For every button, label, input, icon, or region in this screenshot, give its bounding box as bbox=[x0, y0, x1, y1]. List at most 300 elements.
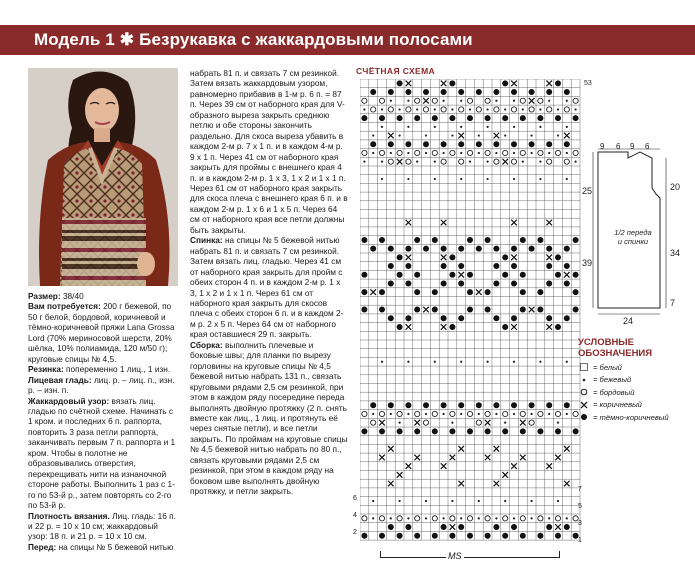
chart-cell-symbol bbox=[432, 516, 437, 521]
chart-cell-symbol bbox=[425, 517, 427, 519]
chart-cell-symbol bbox=[555, 254, 561, 260]
chart-cell-symbol bbox=[504, 134, 506, 136]
chart-cell-symbol bbox=[467, 533, 473, 539]
chart-cell-symbol bbox=[397, 150, 402, 155]
chart-cell-symbol bbox=[372, 500, 374, 502]
chart-cell-symbol bbox=[370, 402, 376, 408]
chart-cell-symbol bbox=[372, 517, 374, 519]
row-number-right: 5 bbox=[578, 503, 582, 510]
chart-cell-symbol bbox=[458, 315, 464, 321]
chart-cell-symbol bbox=[362, 516, 367, 521]
chart-cell-symbol bbox=[485, 516, 490, 521]
chart-cell-symbol bbox=[557, 500, 559, 502]
chart-cell-symbol bbox=[443, 413, 445, 415]
chart-cell-symbol bbox=[485, 533, 491, 539]
chart-cell-symbol bbox=[502, 80, 508, 86]
chart-cell-symbol bbox=[495, 413, 497, 415]
page-title bbox=[34, 27, 473, 53]
chart-cell-symbol bbox=[557, 422, 559, 424]
legend-label: = бордовый bbox=[593, 387, 635, 397]
chart-cell-symbol bbox=[379, 516, 384, 521]
chart-cell-symbol bbox=[564, 141, 570, 147]
chart-cell-symbol bbox=[361, 115, 367, 121]
instruction-text: лиц. р. – лиц. п., изн. р. – изн. п. bbox=[28, 374, 175, 396]
chart-cell-symbol bbox=[432, 289, 438, 295]
chart-cell-symbol bbox=[451, 422, 453, 424]
chart-cell-symbol bbox=[529, 89, 535, 95]
chart-cell-symbol bbox=[399, 108, 401, 110]
chart-cell-symbol bbox=[388, 159, 393, 164]
instruction-paragraph bbox=[28, 301, 178, 364]
chart-cell-symbol bbox=[425, 134, 427, 136]
chart-cell-symbol bbox=[511, 81, 517, 87]
chart-cell-symbol bbox=[414, 237, 420, 243]
chart-cell-symbol bbox=[511, 402, 517, 408]
chart-cell-symbol bbox=[494, 446, 500, 452]
chart-cell-symbol bbox=[538, 98, 543, 103]
chart-cell-symbol bbox=[513, 100, 515, 102]
chart-cell-symbol bbox=[478, 413, 480, 415]
chart-cell-symbol bbox=[441, 107, 446, 112]
chart-cell-symbol bbox=[537, 115, 543, 121]
chart-cell-symbol bbox=[504, 108, 506, 110]
legend bbox=[578, 361, 688, 424]
chart-cell-symbol bbox=[467, 150, 472, 155]
chart-cell-symbol bbox=[467, 516, 472, 521]
chart-cell-symbol bbox=[493, 280, 499, 286]
chart-cell-symbol bbox=[546, 315, 552, 321]
chart-cell-symbol bbox=[363, 161, 365, 163]
chart-cell-symbol bbox=[379, 420, 385, 426]
chart-cell-symbol bbox=[381, 161, 383, 163]
chart-cell-symbol bbox=[434, 108, 436, 110]
chart-cell-symbol bbox=[555, 524, 561, 530]
chart-cell-symbol bbox=[573, 150, 578, 155]
chart-cell-symbol bbox=[476, 141, 482, 147]
chart-cell-symbol bbox=[361, 272, 367, 278]
chart-cell-symbol bbox=[546, 220, 552, 226]
chart-cell-symbol bbox=[546, 324, 552, 330]
chart-cell-symbol bbox=[390, 517, 392, 519]
chart-cell-symbol bbox=[520, 272, 526, 278]
chart-cell-symbol bbox=[573, 428, 579, 434]
chart-cell-symbol bbox=[370, 141, 376, 147]
chart-cell-symbol bbox=[502, 472, 508, 478]
chart-cell-symbol bbox=[564, 402, 570, 408]
instruction-paragraph bbox=[28, 511, 178, 542]
chart-cell-symbol bbox=[441, 246, 447, 252]
chart-cell-symbol bbox=[520, 411, 525, 416]
chart-cell-symbol bbox=[564, 524, 570, 530]
chart-cell-symbol bbox=[566, 178, 568, 180]
chart-cell-symbol bbox=[546, 263, 552, 269]
chart-cell-symbol bbox=[555, 150, 560, 155]
ms-label: MS bbox=[448, 551, 462, 561]
chart-cell-symbol bbox=[520, 150, 525, 155]
chart-cell-symbol bbox=[458, 141, 464, 147]
chart-cell-symbol bbox=[555, 516, 560, 521]
chart-cell-symbol bbox=[397, 472, 403, 478]
chart-cell-symbol bbox=[388, 89, 394, 95]
chart-cell-symbol bbox=[495, 517, 497, 519]
chart-cell-symbol bbox=[575, 161, 577, 163]
chart-cell-symbol bbox=[511, 89, 517, 95]
chart-cell-symbol bbox=[406, 220, 412, 226]
chart-cell-symbol bbox=[449, 115, 455, 121]
chart-cell-symbol bbox=[546, 402, 552, 408]
chart-cell-symbol bbox=[566, 361, 568, 363]
instruction-label: Спинка: bbox=[190, 235, 223, 246]
chart-cell-symbol bbox=[557, 108, 559, 110]
chart-cell-symbol bbox=[467, 411, 472, 416]
chart-cell-symbol bbox=[511, 220, 517, 226]
chart-cell-symbol bbox=[564, 315, 570, 321]
chart-cell-symbol bbox=[513, 413, 515, 415]
legend-label: = коричневый bbox=[593, 400, 642, 410]
chart-cell-symbol bbox=[443, 152, 445, 154]
chart-cell-symbol bbox=[513, 126, 515, 128]
chart-cell-symbol bbox=[529, 246, 535, 252]
chart-cell-symbol bbox=[450, 524, 456, 530]
legend-item bbox=[578, 411, 688, 424]
chart-cell-symbol bbox=[425, 500, 427, 502]
chart-cell-symbol bbox=[370, 289, 376, 295]
chart-cell-symbol bbox=[546, 141, 552, 147]
chart-cell-symbol bbox=[529, 98, 535, 104]
chart-cell-symbol bbox=[441, 255, 447, 261]
legend-label: = бежевый bbox=[593, 375, 632, 385]
chart-cell-symbol bbox=[458, 446, 464, 452]
schema-label-line: и спинки bbox=[617, 237, 649, 246]
row-number-right: 1 bbox=[578, 537, 582, 544]
chart-cell-symbol bbox=[547, 159, 552, 164]
chart-cell-symbol bbox=[449, 533, 455, 539]
legend-title bbox=[578, 337, 652, 359]
model-photo bbox=[28, 68, 178, 286]
chart-cell-symbol bbox=[397, 80, 403, 86]
chart-cell-symbol bbox=[405, 280, 411, 286]
chart-cell-symbol bbox=[459, 159, 464, 164]
chart-cell-symbol bbox=[476, 246, 482, 252]
chart-cell-symbol bbox=[449, 324, 455, 330]
chart-cell-symbol bbox=[485, 289, 491, 295]
chart-cell-symbol bbox=[520, 98, 525, 103]
chart-cell-symbol bbox=[546, 246, 552, 252]
chart-cell-symbol bbox=[493, 263, 499, 269]
chart-cell-symbol bbox=[441, 220, 447, 226]
chart-cell-symbol bbox=[390, 100, 392, 102]
chart-cell-symbol bbox=[441, 315, 447, 321]
chart-cell-symbol bbox=[467, 289, 473, 295]
chart-cell-symbol bbox=[555, 533, 561, 539]
chart-cell-symbol bbox=[566, 100, 568, 102]
filled-circle-icon bbox=[578, 413, 590, 421]
chart-cell-symbol bbox=[458, 524, 464, 530]
chart-cell-symbol bbox=[520, 289, 526, 295]
legend-item bbox=[578, 361, 688, 374]
chart-cell-symbol bbox=[531, 517, 533, 519]
chart-cell-symbol bbox=[538, 150, 543, 155]
chart-cell-symbol bbox=[511, 255, 517, 261]
chart-cell-symbol bbox=[415, 411, 420, 416]
chart-cell-symbol bbox=[467, 237, 473, 243]
chart-cell-symbol bbox=[407, 413, 409, 415]
instruction-text: попеременно 1 лиц., 1 изн. bbox=[63, 364, 171, 375]
chart-cell-symbol bbox=[511, 263, 517, 269]
instruction-text: Лиц. гладь: 16 п. и 22 р. = 10 х 10 см; жаккардовый узор: 18 п. и 21 р. = 10 х 10 см. bbox=[28, 510, 176, 542]
chart-cell-symbol bbox=[361, 307, 367, 313]
chart-cell-symbol bbox=[476, 420, 481, 425]
chart-cell-symbol bbox=[370, 89, 376, 95]
chart-cell-symbol bbox=[363, 108, 365, 110]
chart-cell-symbol bbox=[434, 126, 436, 128]
chart-cell-symbol bbox=[547, 107, 552, 112]
chart-cell-symbol bbox=[504, 422, 506, 424]
chart-cell-symbol bbox=[537, 307, 543, 313]
legend-label: = белый bbox=[593, 362, 622, 372]
chart-cell-symbol bbox=[406, 81, 412, 87]
chart-cell-symbol bbox=[511, 463, 517, 469]
chart-cell-symbol bbox=[443, 100, 445, 102]
instruction-paragraph bbox=[28, 364, 178, 374]
chart-cell-symbol bbox=[513, 361, 515, 363]
chart-cell-symbol bbox=[449, 272, 455, 278]
ms-bracket-line bbox=[380, 557, 560, 558]
chart-cell-symbol bbox=[520, 428, 526, 434]
ms-bracket-end bbox=[380, 551, 381, 558]
chart-cell-symbol bbox=[485, 115, 491, 121]
chart-cell-symbol bbox=[494, 159, 499, 164]
chart-cell-symbol bbox=[379, 307, 385, 313]
schema-label bbox=[608, 228, 658, 246]
chart-cell-symbol bbox=[575, 108, 577, 110]
chart-cell-symbol bbox=[450, 411, 455, 416]
chart-cell-symbol bbox=[415, 98, 420, 103]
chart-cell-symbol bbox=[458, 246, 464, 252]
chart-cell-symbol bbox=[405, 263, 411, 269]
schema-dim-top: 9 bbox=[600, 142, 605, 151]
chart-cell-symbol bbox=[493, 402, 499, 408]
chart-cell-symbol bbox=[397, 324, 403, 330]
legend-item bbox=[578, 374, 688, 387]
chart-cell-symbol bbox=[458, 402, 464, 408]
chart-cell-symbol bbox=[425, 413, 427, 415]
legend-item bbox=[578, 399, 688, 412]
chart-cell-symbol bbox=[407, 178, 409, 180]
chart-cell-symbol bbox=[467, 428, 473, 434]
chart-cell-symbol bbox=[494, 107, 499, 112]
chart-cell-symbol bbox=[406, 463, 412, 469]
chart-cell-symbol bbox=[416, 161, 418, 163]
chart-cell-symbol bbox=[520, 307, 526, 313]
chart-cell-symbol bbox=[548, 100, 550, 102]
chart-cell-symbol bbox=[379, 98, 384, 103]
schema-label-line: 1/2 переда bbox=[614, 228, 652, 237]
chart-cell-symbol bbox=[531, 134, 533, 136]
instruction-paragraph bbox=[190, 68, 348, 235]
chart-cell-symbol bbox=[573, 115, 579, 121]
chart-cell-symbol bbox=[520, 420, 526, 426]
chart-cell-symbol bbox=[511, 159, 516, 164]
chart-cell-symbol bbox=[379, 455, 385, 461]
chart-cell-symbol bbox=[432, 98, 437, 103]
chart-cell-symbol bbox=[432, 237, 438, 243]
chart-cell-symbol bbox=[390, 413, 392, 415]
chart-cell-symbol bbox=[485, 428, 491, 434]
chart-cell-symbol bbox=[399, 134, 401, 136]
instruction-paragraph bbox=[28, 375, 178, 396]
row-number-left: 4 bbox=[353, 512, 357, 519]
chart-cell-symbol bbox=[397, 159, 403, 165]
chart-cell-symbol bbox=[414, 289, 420, 295]
chart-cell-symbol bbox=[511, 107, 516, 112]
chart-cell-symbol bbox=[493, 524, 499, 530]
chart-cell-symbol bbox=[564, 280, 570, 286]
chart-cell-symbol bbox=[423, 402, 429, 408]
chart-cell-symbol bbox=[487, 126, 489, 128]
instruction-paragraph bbox=[28, 396, 178, 511]
chart-cell-symbol bbox=[397, 272, 403, 278]
chart-cell-symbol bbox=[502, 324, 508, 330]
chart-cell-symbol bbox=[564, 159, 569, 164]
chart-cell-symbol bbox=[397, 516, 402, 521]
chart-grid bbox=[360, 79, 582, 544]
chart-cell-symbol bbox=[537, 289, 543, 295]
chart-cell-symbol bbox=[397, 254, 403, 260]
schema-dim-bottom: 24 bbox=[623, 316, 634, 326]
chart-cell-symbol bbox=[407, 100, 409, 102]
chart-cell-symbol bbox=[397, 533, 403, 539]
chart-cell-symbol bbox=[381, 126, 383, 128]
chart-cell-symbol bbox=[379, 150, 384, 155]
chart-cell-symbol bbox=[451, 500, 453, 502]
chart-cell-symbol bbox=[503, 516, 508, 521]
instruction-label: Перед: bbox=[28, 541, 57, 552]
instruction-paragraph bbox=[28, 542, 178, 552]
chart-cell-symbol bbox=[460, 152, 462, 154]
chart-cell-symbol bbox=[397, 428, 403, 434]
chart-cell-symbol bbox=[406, 107, 411, 112]
chart-cell-symbol bbox=[555, 272, 561, 278]
chart-cell-symbol bbox=[451, 108, 453, 110]
chart-cell-symbol bbox=[405, 402, 411, 408]
chart-cell-symbol bbox=[546, 280, 552, 286]
chart-cell-symbol bbox=[388, 481, 394, 487]
chart-cell-symbol bbox=[414, 115, 420, 121]
chart-cell-symbol bbox=[362, 98, 367, 103]
chart-cell-symbol bbox=[449, 254, 455, 260]
chart-cell-symbol bbox=[564, 481, 570, 487]
chart-cell-symbol bbox=[423, 89, 429, 95]
chart-cell-symbol bbox=[362, 150, 367, 155]
chart-cell-symbol bbox=[372, 413, 374, 415]
chart-cell-symbol bbox=[476, 89, 482, 95]
chart-cell-symbol bbox=[432, 307, 438, 313]
chart-cell-symbol bbox=[495, 152, 497, 154]
chart-cell-symbol bbox=[502, 115, 508, 121]
chart-cell-symbol bbox=[407, 517, 409, 519]
chart-cell-symbol bbox=[539, 161, 541, 163]
chart-cell-symbol bbox=[529, 420, 534, 425]
chart-cell-symbol bbox=[487, 178, 489, 180]
chart-cell-symbol bbox=[388, 141, 394, 147]
chart-cell-symbol bbox=[485, 307, 491, 313]
chart-cell-symbol bbox=[537, 237, 543, 243]
chart-cell-symbol bbox=[441, 463, 447, 469]
chart-cell-symbol bbox=[485, 150, 490, 155]
chart-cell-symbol bbox=[555, 455, 561, 461]
chart-cell-symbol bbox=[432, 428, 438, 434]
chart-cell-symbol bbox=[522, 161, 524, 163]
row-number-left: 6 bbox=[353, 495, 357, 502]
chart-cell-symbol bbox=[416, 108, 418, 110]
schema-dim-left: 39 bbox=[582, 258, 593, 268]
header-banner bbox=[0, 0, 695, 58]
chart-cell-symbol bbox=[441, 524, 447, 530]
chart-cell-symbol bbox=[460, 413, 462, 415]
chart-cell-symbol bbox=[564, 446, 570, 452]
chart-cell-symbol bbox=[564, 263, 570, 269]
chart-cell-symbol bbox=[388, 446, 394, 452]
instructions-left-column bbox=[28, 291, 178, 552]
chart-cell-symbol bbox=[423, 107, 428, 112]
instruction-text: 200 г бежевой, по 50 г белой, бордовой, коричневой и тёмно-коричневой пряжи Lana Grossa Lord (70% мериносовой шерсти, 20% шёлка, 10% полиамида, 120 м/50 г); круговые спицы № 4,5. bbox=[28, 301, 175, 364]
chart-cell-symbol bbox=[379, 115, 385, 121]
schema-dim-right: 34 bbox=[670, 248, 681, 258]
chart-cell-symbol bbox=[405, 89, 411, 95]
chart-cell-symbol bbox=[458, 263, 464, 269]
instruction-paragraph bbox=[190, 340, 348, 497]
chart-cell-symbol bbox=[493, 141, 499, 147]
chart-cell-symbol bbox=[414, 428, 420, 434]
chart-cell-symbol bbox=[566, 152, 568, 154]
chart-cell-symbol bbox=[441, 280, 447, 286]
chart-cell-symbol bbox=[406, 159, 411, 164]
chart-cell-symbol bbox=[546, 524, 552, 530]
chart-cell-symbol bbox=[537, 428, 543, 434]
chart-cell-symbol bbox=[511, 524, 517, 530]
chart-cell-symbol bbox=[529, 307, 535, 313]
schema-dim-left: 25 bbox=[582, 186, 593, 196]
chart-cell-symbol bbox=[361, 533, 367, 539]
chart-cell-symbol bbox=[487, 108, 489, 110]
instruction-text: на спицы № 5 бежевой нитью набрать 81 п. и связать 7 см резинкой. Затем вязать лиц. гладью. Через 41 см от наборного края закрыть для пройм с обеих сторон 4 п. и в каждом 2-м р. 1 х 3, 1 х 2 и 1 х 1 п. Через 61 см от наборного края закрыть для скосов плеча с обеих сторон 6 п. и в каждом 2-м р. 2 х 5 п. Через 64 см от наборного края оставшиеся 29 п. закрыть. bbox=[190, 235, 344, 340]
chart-cell-symbol bbox=[520, 455, 526, 461]
chart-cell-symbol bbox=[485, 411, 490, 416]
chart-cell-symbol bbox=[520, 516, 525, 521]
chart-cell-symbol bbox=[379, 289, 385, 295]
chart-cell-symbol bbox=[555, 115, 561, 121]
chart-cell-symbol bbox=[450, 455, 456, 461]
chart-cell-symbol bbox=[493, 89, 499, 95]
chart-cell-symbol bbox=[555, 428, 561, 434]
chart-cell-symbol bbox=[503, 150, 508, 155]
chart-cell-symbol bbox=[546, 89, 552, 95]
chart-cell-symbol bbox=[487, 161, 489, 163]
chart-cell-symbol bbox=[493, 246, 499, 252]
legend-label: = тёмно-коричневый bbox=[593, 412, 669, 422]
row-number-left: 2 bbox=[353, 529, 357, 536]
chart-cell-symbol bbox=[502, 428, 508, 434]
chart-cell-symbol bbox=[573, 307, 579, 313]
garment-schema bbox=[582, 142, 690, 333]
chart-cell-symbol bbox=[529, 402, 535, 408]
chart-cell-symbol bbox=[415, 516, 420, 521]
ms-bracket-end bbox=[559, 551, 560, 558]
instruction-label: Резинка: bbox=[28, 364, 64, 375]
chart-cell-symbol bbox=[371, 107, 376, 112]
chart-cell-symbol bbox=[414, 420, 420, 426]
